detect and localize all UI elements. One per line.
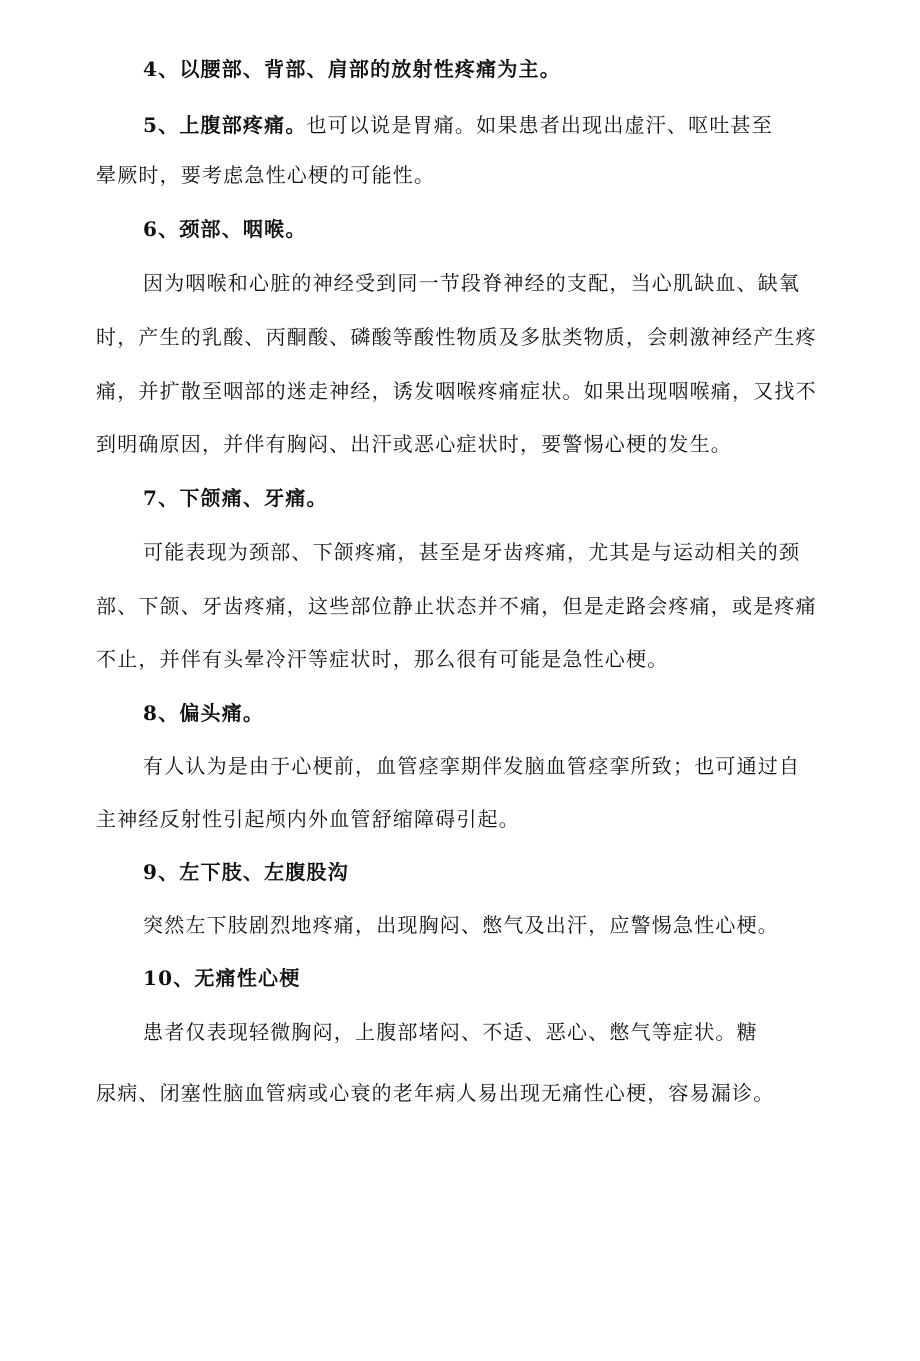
para-7-line-1: 可能表现为颈部、下颌疼痛，甚至是牙齿疼痛，尤其是与运动相关的颈 bbox=[143, 540, 801, 564]
para-6-line-3: 痛，并扩散至咽部的迷走神经，诱发咽喉疼痛症状。如果出现咽喉痛，又找不 bbox=[96, 379, 817, 403]
para-6-line-1: 因为咽喉和心脏的神经受到同一节段脊神经的支配，当心肌缺血、缺氧 bbox=[143, 271, 801, 295]
para-8-line-1: 有人认为是由于心梗前，血管痉挛期伴发脑血管痉挛所致；也可通过自 bbox=[143, 754, 801, 778]
heading-6: 6、颈部、咽喉。 bbox=[143, 217, 307, 241]
para-6-line-4: 到明确原因，并伴有胸闷、出汗或恶心症状时，要警惕心梗的发生。 bbox=[96, 432, 732, 456]
heading-4: 4、以腰部、背部、肩部的放射性疼痛为主。 bbox=[143, 57, 561, 81]
heading-5: 5、上腹部疼痛。 bbox=[143, 113, 307, 137]
item-5-line-1 bbox=[143, 112, 773, 138]
para-9-line-1: 突然左下肢剧烈地疼痛，出现胸闷、憋气及出汗，应警惕急性心梗。 bbox=[143, 913, 779, 937]
para-8-line-2: 主神经反射性引起颅内外血管舒缩障碍引起。 bbox=[96, 807, 520, 831]
heading-10: 10、无痛性心梗 bbox=[143, 966, 301, 990]
para-7-line-2: 部、下颌、牙齿疼痛，这些部位静止状态并不痛，但是走路会疼痛，或是疼痛 bbox=[96, 594, 817, 618]
para-10-line-2: 尿病、闭塞性脑血管病或心衰的老年病人易出现无痛性心梗，容易漏诊。 bbox=[96, 1081, 775, 1105]
item-5-line-2: 晕厥时，要考虑急性心梗的可能性。 bbox=[96, 163, 436, 187]
heading-7: 7、下颌痛、牙痛。 bbox=[143, 486, 328, 510]
para-6-line-2: 时，产生的乳酸、丙酮酸、磷酸等酸性物质及多肽类物质，会刺激神经产生疼 bbox=[96, 325, 817, 349]
para-7-line-3: 不止，并伴有头晕冷汗等症状时，那么很有可能是急性心梗。 bbox=[96, 647, 669, 671]
para-10-line-1: 患者仅表现轻微胸闷，上腹部堵闷、不适、恶心、憋气等症状。糖 bbox=[143, 1020, 758, 1044]
item-5-text-1: 也可以说是胃痛。如果患者出现出虚汗、呕吐甚至 bbox=[306, 113, 773, 137]
heading-9: 9、左下肢、左腹股沟 bbox=[143, 860, 349, 884]
heading-8: 8、偏头痛。 bbox=[143, 701, 265, 725]
